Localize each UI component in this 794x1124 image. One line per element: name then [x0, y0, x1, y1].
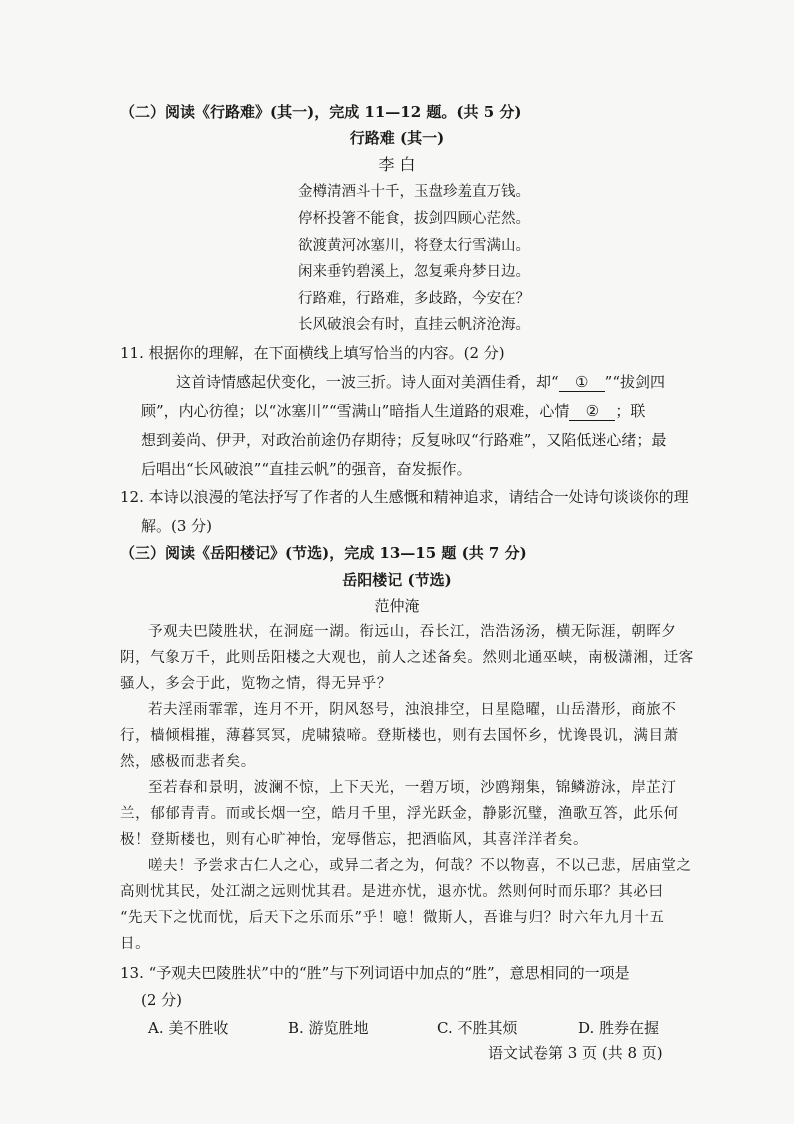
prose-line: 高则忧其民，处江湖之远则忧其君。是进亦忧，退亦忧。然则何时而乐耶？其必曰: [120, 884, 664, 900]
prose-line: 骚人，多会于此，览物之情，得无异乎？: [120, 676, 392, 692]
poem-line: 停杯投箸不能食，拔剑四顾心茫然。: [298, 211, 530, 227]
answer-blank-2[interactable]: ②: [569, 403, 615, 421]
poem-line: 欲渡黄河冰塞川，将登太行雪满山。: [298, 238, 530, 254]
prose-line: 阴，气象万千，此则岳阳楼之大观也，前人之述备矣。然则北通巫峡，南极潇湘，迁客: [120, 650, 694, 666]
prose-line: 予观夫巴陵胜状，在洞庭一湖。衔远山，吞长江，浩浩汤汤，横无际涯，朝晖夕: [148, 624, 677, 640]
poem-line: 行路难，行路难，多歧路，今安在？: [298, 291, 530, 307]
poem-line: 闲来垂钓碧溪上，忽复乘舟梦日边。: [298, 264, 530, 280]
question-13-line: 13. “予观夫巴陵胜状”中的“胜”与下列词语中加点的“胜”，意思相同的一项是: [120, 964, 630, 982]
question-11-paragraph-line: [176, 372, 665, 392]
section2-heading: （二）阅读《行路难》(其一)，完成 11—12 题。(共 5 分): [120, 103, 522, 121]
q11-text: ；联: [615, 402, 646, 420]
prose-line: “先天下之忧而忧，后天下之乐而乐”乎！噫！微斯人，吾谁与归？时六年九月十五: [120, 910, 665, 926]
choice-c[interactable]: C. 不胜其烦: [437, 1019, 518, 1037]
poem-line: 长风破浪会有时，直挂云帆济沧海。: [298, 317, 530, 333]
prose-line: 嗟夫！予尝求古仁人之心，或异二者之为，何哉？不以物喜，不以己悲，居庙堂之: [148, 858, 692, 874]
prose-line: 兰，郁郁青青。而或长烟一空，皓月千里，浮光跃金，静影沉璧，渔歌互答，此乐何: [120, 806, 679, 822]
question-12-line: 解。(3 分): [141, 517, 213, 535]
question-11-paragraph-line: 想到姜尚、伊尹，对政治前途仍存期待；反复咏叹“行路难”，又陷低迷心绪；最: [141, 431, 667, 449]
poem-title: 行路难 (其一): [349, 129, 445, 147]
prose-line: 极！登斯楼也，则有心旷神怡，宠辱偕忘，把酒临风，其喜洋洋者矣。: [120, 832, 589, 848]
prose-author: 范仲淹: [374, 597, 420, 615]
answer-blank-1[interactable]: ①: [559, 374, 605, 392]
question-11-paragraph-line: [141, 401, 645, 421]
choice-b[interactable]: B. 游览胜地: [288, 1019, 369, 1037]
choice-a[interactable]: A. 美不胜收: [148, 1019, 229, 1037]
q11-text: 顾”，内心彷徨；以“冰塞川”“雪满山”暗指人生道路的艰难，心情: [141, 402, 570, 420]
section3-heading: （三）阅读《岳阳楼记》(节选)，完成 13—15 题 (共 7 分): [120, 544, 527, 562]
q11-text: ”“拔剑四: [604, 373, 666, 391]
prose-line: 然，感极而悲者矣。: [120, 754, 256, 770]
prose-line: 日。: [120, 936, 151, 952]
question-11-stem: 11. 根据你的理解，在下面横线上填写恰当的内容。(2 分): [120, 344, 505, 362]
question-12-line: 12. 本诗以浪漫的笔法抒写了作者的人生感慨和精神追求，请结合一处诗句谈谈你的理: [120, 488, 689, 506]
q11-text: 这首诗情感起伏变化，一波三折。诗人面对美酒佳肴，却“: [176, 373, 559, 391]
prose-line: 若夫淫雨霏霏，连月不开，阴风怒号，浊浪排空，日星隐曜，山岳潜形，商旅不: [148, 702, 677, 718]
question-13-line: (2 分): [141, 991, 183, 1009]
prose-title: 岳阳楼记 (节选): [342, 571, 452, 589]
page-footer: 语文试卷第 3 页 (共 8 页): [488, 1044, 663, 1062]
poem-author: 李 白: [378, 155, 416, 174]
question-11-paragraph-line: 后唱出“长风破浪”“直挂云帆”的强音，奋发振作。: [141, 460, 472, 478]
choice-d[interactable]: D. 胜券在握: [578, 1019, 660, 1037]
prose-line: 至若春和景明，波澜不惊，上下天光，一碧万顷，沙鸥翔集，锦鳞游泳，岸芷汀: [148, 780, 677, 796]
prose-line: 行，樯倾楫摧，薄暮冥冥，虎啸猿啼。登斯楼也，则有去国怀乡，忧谗畏讥，满目萧: [120, 728, 679, 744]
poem-line: 金樽清酒斗十千，玉盘珍羞直万钱。: [298, 184, 530, 200]
